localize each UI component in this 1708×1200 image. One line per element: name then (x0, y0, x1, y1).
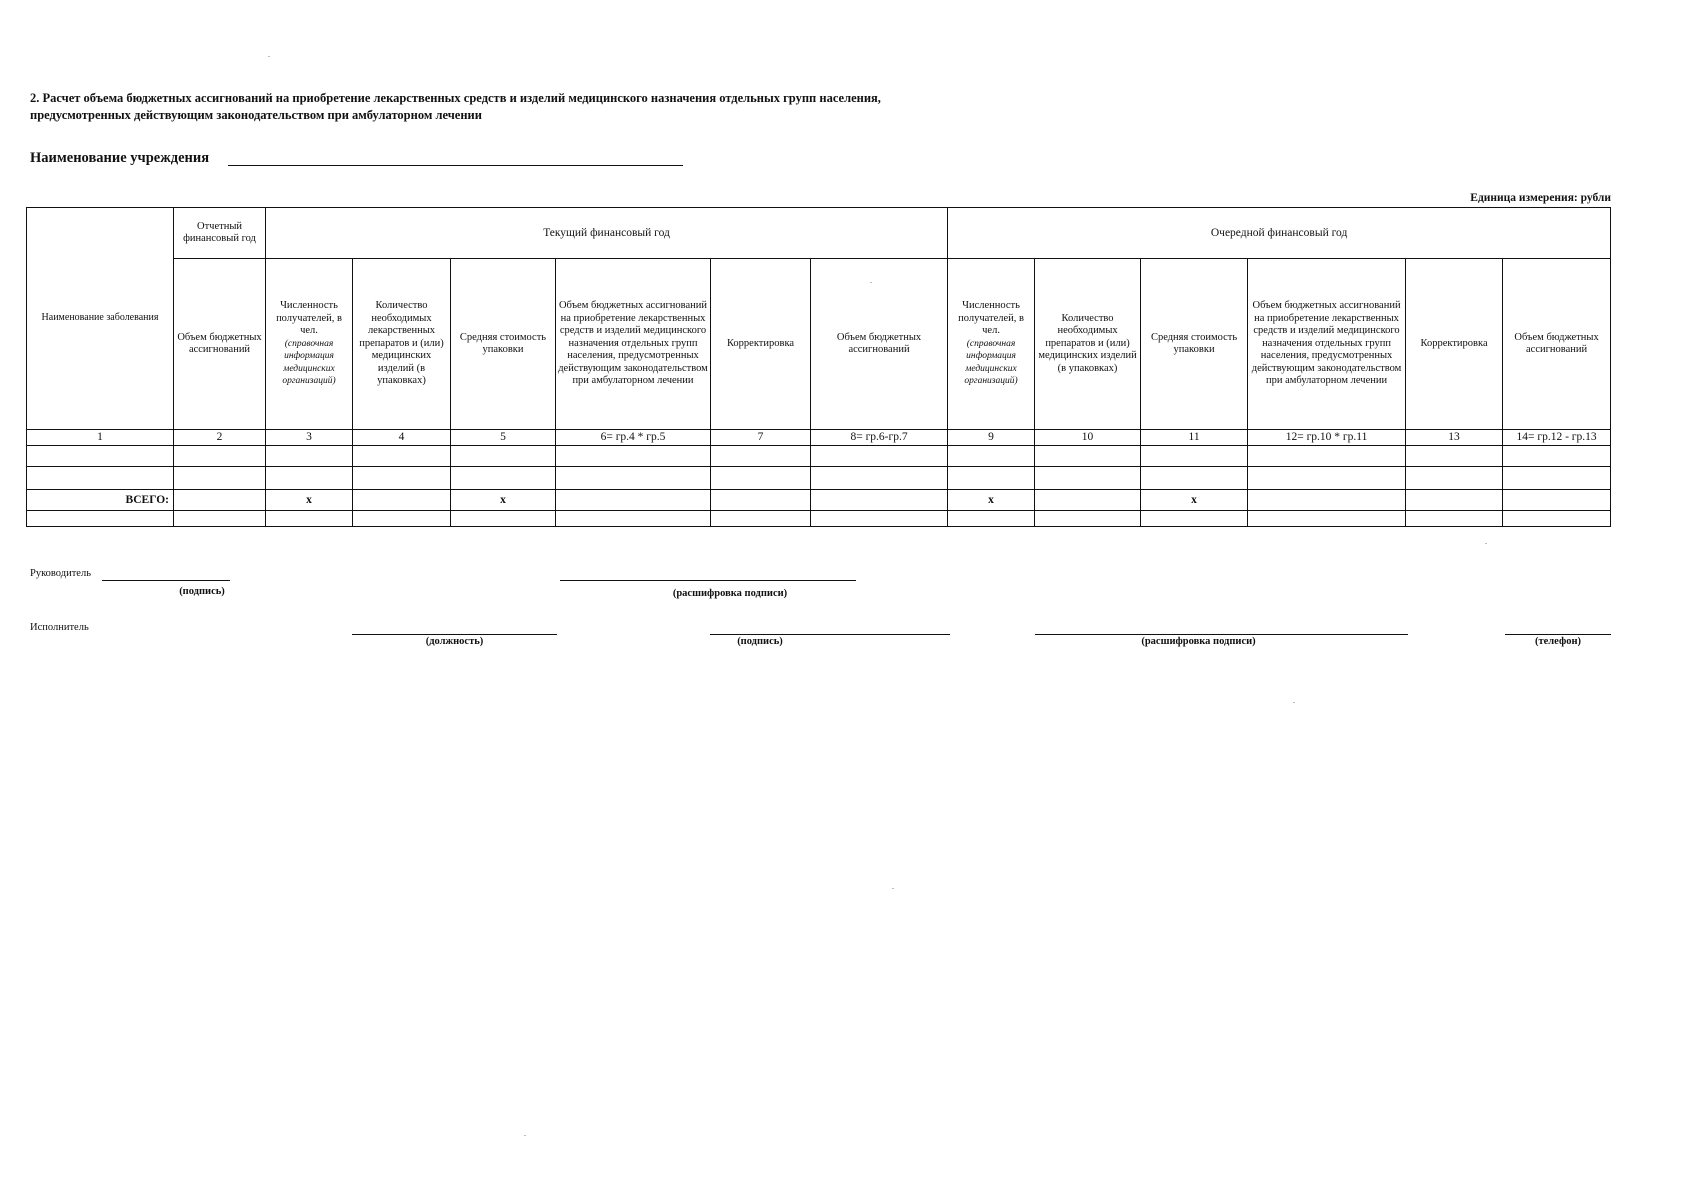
header-reporting-year: Отчетный финансовый год (174, 208, 266, 259)
institution-label: Наименование учреждения (30, 150, 210, 166)
scan-speck (1293, 702, 1295, 703)
column-numbers-row (27, 430, 1611, 446)
col-number: 7 (711, 430, 811, 446)
col-number: 4 (353, 430, 451, 446)
scan-speck (892, 888, 894, 889)
scan-speck (1485, 543, 1487, 544)
x-mark: x (451, 490, 556, 511)
header-next-year: Очередной финансовый год (948, 208, 1611, 259)
header-volume-purchase-next: Объем бюджетных ассигнований на приобретение лекарственных средств и изделий медицинского назначения отдельных групп населения, предусмотренных действующим законодательством при амбулаторном лечении (1248, 259, 1406, 430)
executor-decode-line[interactable] (1035, 634, 1408, 635)
executor-position-line[interactable] (352, 634, 557, 635)
col-number: 10 (1035, 430, 1141, 446)
table-row[interactable] (27, 467, 1611, 490)
header-correction: Корректировка (711, 259, 811, 430)
document-title (30, 90, 1130, 124)
col-number: 11 (1141, 430, 1248, 446)
scan-speck (870, 282, 872, 283)
col-number: 9 (948, 430, 1035, 446)
executor-phone-line[interactable] (1505, 634, 1611, 635)
header-current-year: Текущий финансовый год (266, 208, 948, 259)
head-decode-caption: (расшифровка подписи) (672, 588, 788, 599)
header-disease-name: Наименование заболевания (27, 208, 174, 430)
title-line-2: предусмотренных действующим законодательством при амбулаторном лечении (30, 108, 482, 122)
header-quantity-next: Количество необходимых препаратов и (или) медицинских изделий (в упаковках) (1035, 259, 1141, 430)
header-quantity: Количество необходимых лекарственных препаратов и (или) медицинских изделий (в упаковках) (353, 259, 451, 430)
scan-speck (524, 1135, 526, 1136)
col-number: 13 (1406, 430, 1503, 446)
header-volume-budget-next: Объем бюджетных ассигнований (1503, 259, 1611, 430)
col-number: 5 (451, 430, 556, 446)
header-volume-budget: Объем бюджетных ассигнований (811, 259, 948, 430)
title-line-1: 2. Расчет объема бюджетных ассигнований на приобретение лекарственных средств и изделий медицинского назначения отдельных групп населения, (30, 91, 881, 105)
head-label: Руководитель (30, 568, 91, 579)
header-recipients (266, 259, 353, 430)
header-volume-purchase: Объем бюджетных ассигнований на приобретение лекарственных средств и изделий медицинского назначения отдельных групп населения, предусмотренных действующим законодательством при амбулаторном лечении (556, 259, 711, 430)
recipients-next-note: (справочная информация медицинских организаций) (964, 338, 1018, 387)
col-number: 14= гр.12 - гр.13 (1503, 430, 1611, 446)
executor-phone-caption: (телефон) (1534, 636, 1582, 647)
col-number: 12= гр.10 * гр.11 (1248, 430, 1406, 446)
header-correction-next: Корректировка (1406, 259, 1503, 430)
head-signature-line[interactable] (102, 580, 230, 581)
col-number: 1 (27, 430, 174, 446)
institution-name-field[interactable] (228, 165, 683, 166)
total-row (27, 490, 1611, 511)
unit-of-measure: Единица измерения: рубли (1470, 192, 1611, 204)
header-avg-cost: Средняя стоимость упаковки (451, 259, 556, 430)
executor-position-caption: (должность) (425, 636, 484, 647)
table-row[interactable] (27, 511, 1611, 527)
x-mark: x (266, 490, 353, 511)
executor-signature-line[interactable] (710, 634, 950, 635)
x-mark: x (948, 490, 1035, 511)
executor-label: Исполнитель (30, 622, 89, 633)
x-mark: x (1141, 490, 1248, 511)
header-avg-cost-next: Средняя стоимость упаковки (1141, 259, 1248, 430)
col-number: 2 (174, 430, 266, 446)
header-reporting-volume: Объем бюджетных ассигнований (174, 259, 266, 430)
total-label: ВСЕГО: (27, 490, 174, 511)
executor-signature-caption: (подпись) (737, 636, 783, 647)
col-number: 8= гр.6-гр.7 (811, 430, 948, 446)
recipients-note: (справочная информация медицинских организаций) (282, 338, 336, 387)
header-recipients-next (948, 259, 1035, 430)
scan-speck (268, 56, 270, 57)
table-row[interactable] (27, 446, 1611, 467)
recipients-text: Численность получателей, в чел. (276, 300, 342, 337)
head-decode-line[interactable] (560, 580, 856, 581)
budget-calculation-table (26, 207, 1611, 527)
recipients-next-text: Численность получателей, в чел. (958, 300, 1024, 337)
col-number: 6= гр.4 * гр.5 (556, 430, 711, 446)
col-number: 3 (266, 430, 353, 446)
executor-decode-caption: (расшифровка подписи) (1141, 636, 1256, 647)
head-signature-caption: (подпись) (179, 586, 225, 597)
